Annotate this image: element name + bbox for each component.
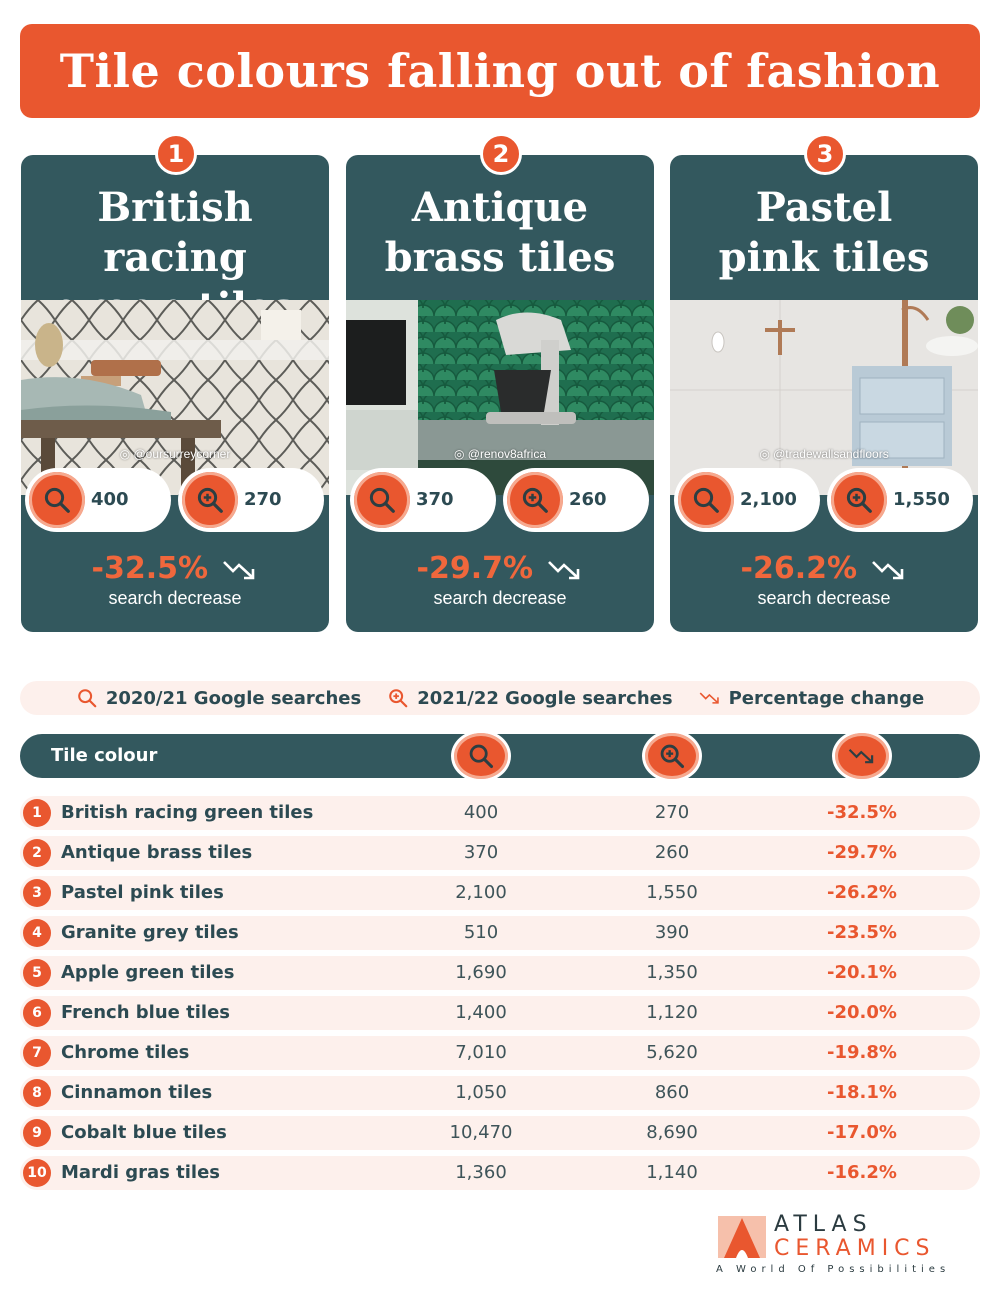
logo-text-atlas: ATLAS xyxy=(774,1212,873,1237)
row-searches-2021: 1,050 xyxy=(455,1082,507,1103)
row-rank: 2 xyxy=(23,839,51,867)
percentage-change-label: search decrease xyxy=(108,588,242,608)
percentage-change xyxy=(346,551,654,586)
row-rank: 10 xyxy=(23,1159,51,1187)
row-change: -20.1% xyxy=(827,962,897,983)
table-row xyxy=(20,876,980,910)
card-photo-green-tiles xyxy=(21,300,329,495)
row-searches-2122: 1,350 xyxy=(646,962,698,983)
row-searches-2122: 860 xyxy=(654,1082,690,1103)
legend xyxy=(20,681,980,715)
zoom-in-icon xyxy=(831,472,887,528)
table-header xyxy=(20,734,980,778)
row-tile-name: Granite grey tiles xyxy=(61,922,239,943)
searches-2122-value: 1,550 xyxy=(893,489,950,510)
row-searches-2021: 1,360 xyxy=(455,1162,507,1183)
row-searches-2021: 7,010 xyxy=(455,1042,507,1063)
row-tile-name: Pastel pink tiles xyxy=(61,882,224,903)
searches-2021-value: 2,100 xyxy=(740,489,797,510)
search-icon xyxy=(354,472,410,528)
logo-mark-icon xyxy=(716,1214,768,1260)
card-3 xyxy=(670,140,978,632)
row-searches-2021: 1,690 xyxy=(455,962,507,983)
row-change: -26.2% xyxy=(827,882,897,903)
search-icon xyxy=(678,472,734,528)
photo-credit: ◎ @tradewallsandfloors xyxy=(759,447,889,461)
row-searches-2021: 2,100 xyxy=(455,882,507,903)
legend-label: 2021/22 Google searches xyxy=(417,687,673,709)
table-row xyxy=(20,836,980,870)
row-tile-name: Chrome tiles xyxy=(61,1042,190,1063)
row-searches-2021: 10,470 xyxy=(449,1122,513,1143)
logo-text-ceramics: CERAMICS xyxy=(774,1236,936,1261)
row-searches-2021: 1,400 xyxy=(455,1002,507,1023)
logo-tagline: A World Of Possibilities xyxy=(716,1264,951,1275)
row-tile-name: Mardi gras tiles xyxy=(61,1162,221,1183)
row-change: -17.0% xyxy=(827,1122,897,1143)
table-row xyxy=(20,1076,980,1110)
card-title-line: British racing xyxy=(97,184,253,281)
percentage-change-label: search decrease xyxy=(433,588,567,608)
card-photo-brass-tiles xyxy=(346,300,654,495)
zoom-in-icon xyxy=(642,730,702,782)
title-banner xyxy=(20,24,980,118)
searches-2021-pill xyxy=(674,468,820,532)
card-1 xyxy=(21,140,329,632)
row-change: -18.1% xyxy=(827,1082,897,1103)
table-row xyxy=(20,956,980,990)
row-change: -16.2% xyxy=(827,1162,897,1183)
trend-down-icon xyxy=(832,730,892,782)
row-searches-2122: 270 xyxy=(654,802,690,823)
row-searches-2122: 1,550 xyxy=(646,882,698,903)
table-row xyxy=(20,916,980,950)
percentage-change-value: -26.2% xyxy=(740,551,858,586)
table-row xyxy=(20,1116,980,1150)
row-tile-name: Cinnamon tiles xyxy=(61,1082,213,1103)
row-rank: 5 xyxy=(23,959,51,987)
card-title xyxy=(346,183,654,283)
legend-label: Percentage change xyxy=(728,687,925,709)
row-tile-name: Apple green tiles xyxy=(61,962,235,983)
card-rank-badge: 2 xyxy=(480,133,522,175)
percentage-change xyxy=(21,551,329,586)
legend-label: 2020/21 Google searches xyxy=(105,687,362,709)
row-tile-name: French blue tiles xyxy=(61,1002,231,1023)
card-rank-badge: 3 xyxy=(804,133,846,175)
percentage-change-label: search decrease xyxy=(757,588,891,608)
searches-2122-value: 270 xyxy=(244,489,282,510)
searches-2021-value: 400 xyxy=(91,489,129,510)
photo-credit: ◎ @oursurreycorner xyxy=(119,447,231,461)
zoom-in-icon xyxy=(387,687,409,709)
percentage-change-value: -29.7% xyxy=(416,551,534,586)
row-searches-2021: 400 xyxy=(463,802,499,823)
row-tile-name: Cobalt blue tiles xyxy=(61,1122,227,1143)
legend-item-2021 xyxy=(76,687,361,709)
row-searches-2021: 510 xyxy=(463,922,499,943)
row-tile-name: British racing green tiles xyxy=(61,802,314,823)
row-rank: 8 xyxy=(23,1079,51,1107)
card-photo-pink-tiles xyxy=(670,300,978,495)
atlas-ceramics-logo xyxy=(716,1212,966,1278)
table-row xyxy=(20,1156,980,1190)
card-title xyxy=(670,183,978,283)
searches-2021-value: 370 xyxy=(416,489,454,510)
table-row xyxy=(20,996,980,1030)
zoom-in-icon xyxy=(507,472,563,528)
trend-down-icon xyxy=(699,687,721,709)
card-title-line: pink tiles xyxy=(718,234,930,281)
legend-item-change xyxy=(699,687,925,709)
trend-down-icon xyxy=(547,557,583,583)
photo-credit: ◎ @renov8africa xyxy=(453,447,547,461)
row-searches-2122: 260 xyxy=(654,842,690,863)
zoom-in-icon xyxy=(182,472,238,528)
search-icon xyxy=(29,472,85,528)
table-row xyxy=(20,796,980,830)
percentage-change-value: -32.5% xyxy=(91,551,209,586)
column-header-tile-colour: Tile colour xyxy=(51,745,158,766)
row-change: -19.8% xyxy=(827,1042,897,1063)
searches-2122-pill xyxy=(503,468,649,532)
search-icon xyxy=(451,730,511,782)
row-searches-2122: 1,120 xyxy=(646,1002,698,1023)
searches-2021-pill xyxy=(350,468,496,532)
row-searches-2122: 5,620 xyxy=(646,1042,698,1063)
percentage-change xyxy=(670,551,978,586)
row-rank: 7 xyxy=(23,1039,51,1067)
card-rank-badge: 1 xyxy=(155,133,197,175)
card-title-line: Antique xyxy=(411,184,589,231)
table-row xyxy=(20,1036,980,1070)
row-searches-2122: 8,690 xyxy=(646,1122,698,1143)
row-change: -20.0% xyxy=(827,1002,897,1023)
row-change: -23.5% xyxy=(827,922,897,943)
row-rank: 9 xyxy=(23,1119,51,1147)
searches-2122-pill xyxy=(178,468,324,532)
trend-down-icon xyxy=(871,557,907,583)
row-searches-2122: 390 xyxy=(654,922,690,943)
searches-2021-pill xyxy=(25,468,171,532)
row-change: -29.7% xyxy=(827,842,897,863)
searches-2122-value: 260 xyxy=(569,489,607,510)
row-rank: 4 xyxy=(23,919,51,947)
search-icon xyxy=(76,687,98,709)
page-title: Tile colours falling out of fashion xyxy=(59,44,941,98)
row-tile-name: Antique brass tiles xyxy=(61,842,253,863)
row-rank: 3 xyxy=(23,879,51,907)
card-title-line: brass tiles xyxy=(384,234,616,281)
searches-2122-pill xyxy=(827,468,973,532)
card-title-line: Pastel xyxy=(755,184,893,231)
row-change: -32.5% xyxy=(827,802,897,823)
row-searches-2021: 370 xyxy=(463,842,499,863)
card-2 xyxy=(346,140,654,632)
row-rank: 1 xyxy=(23,799,51,827)
legend-item-2122 xyxy=(387,687,672,709)
row-rank: 6 xyxy=(23,999,51,1027)
row-searches-2122: 1,140 xyxy=(646,1162,698,1183)
trend-down-icon xyxy=(222,557,258,583)
